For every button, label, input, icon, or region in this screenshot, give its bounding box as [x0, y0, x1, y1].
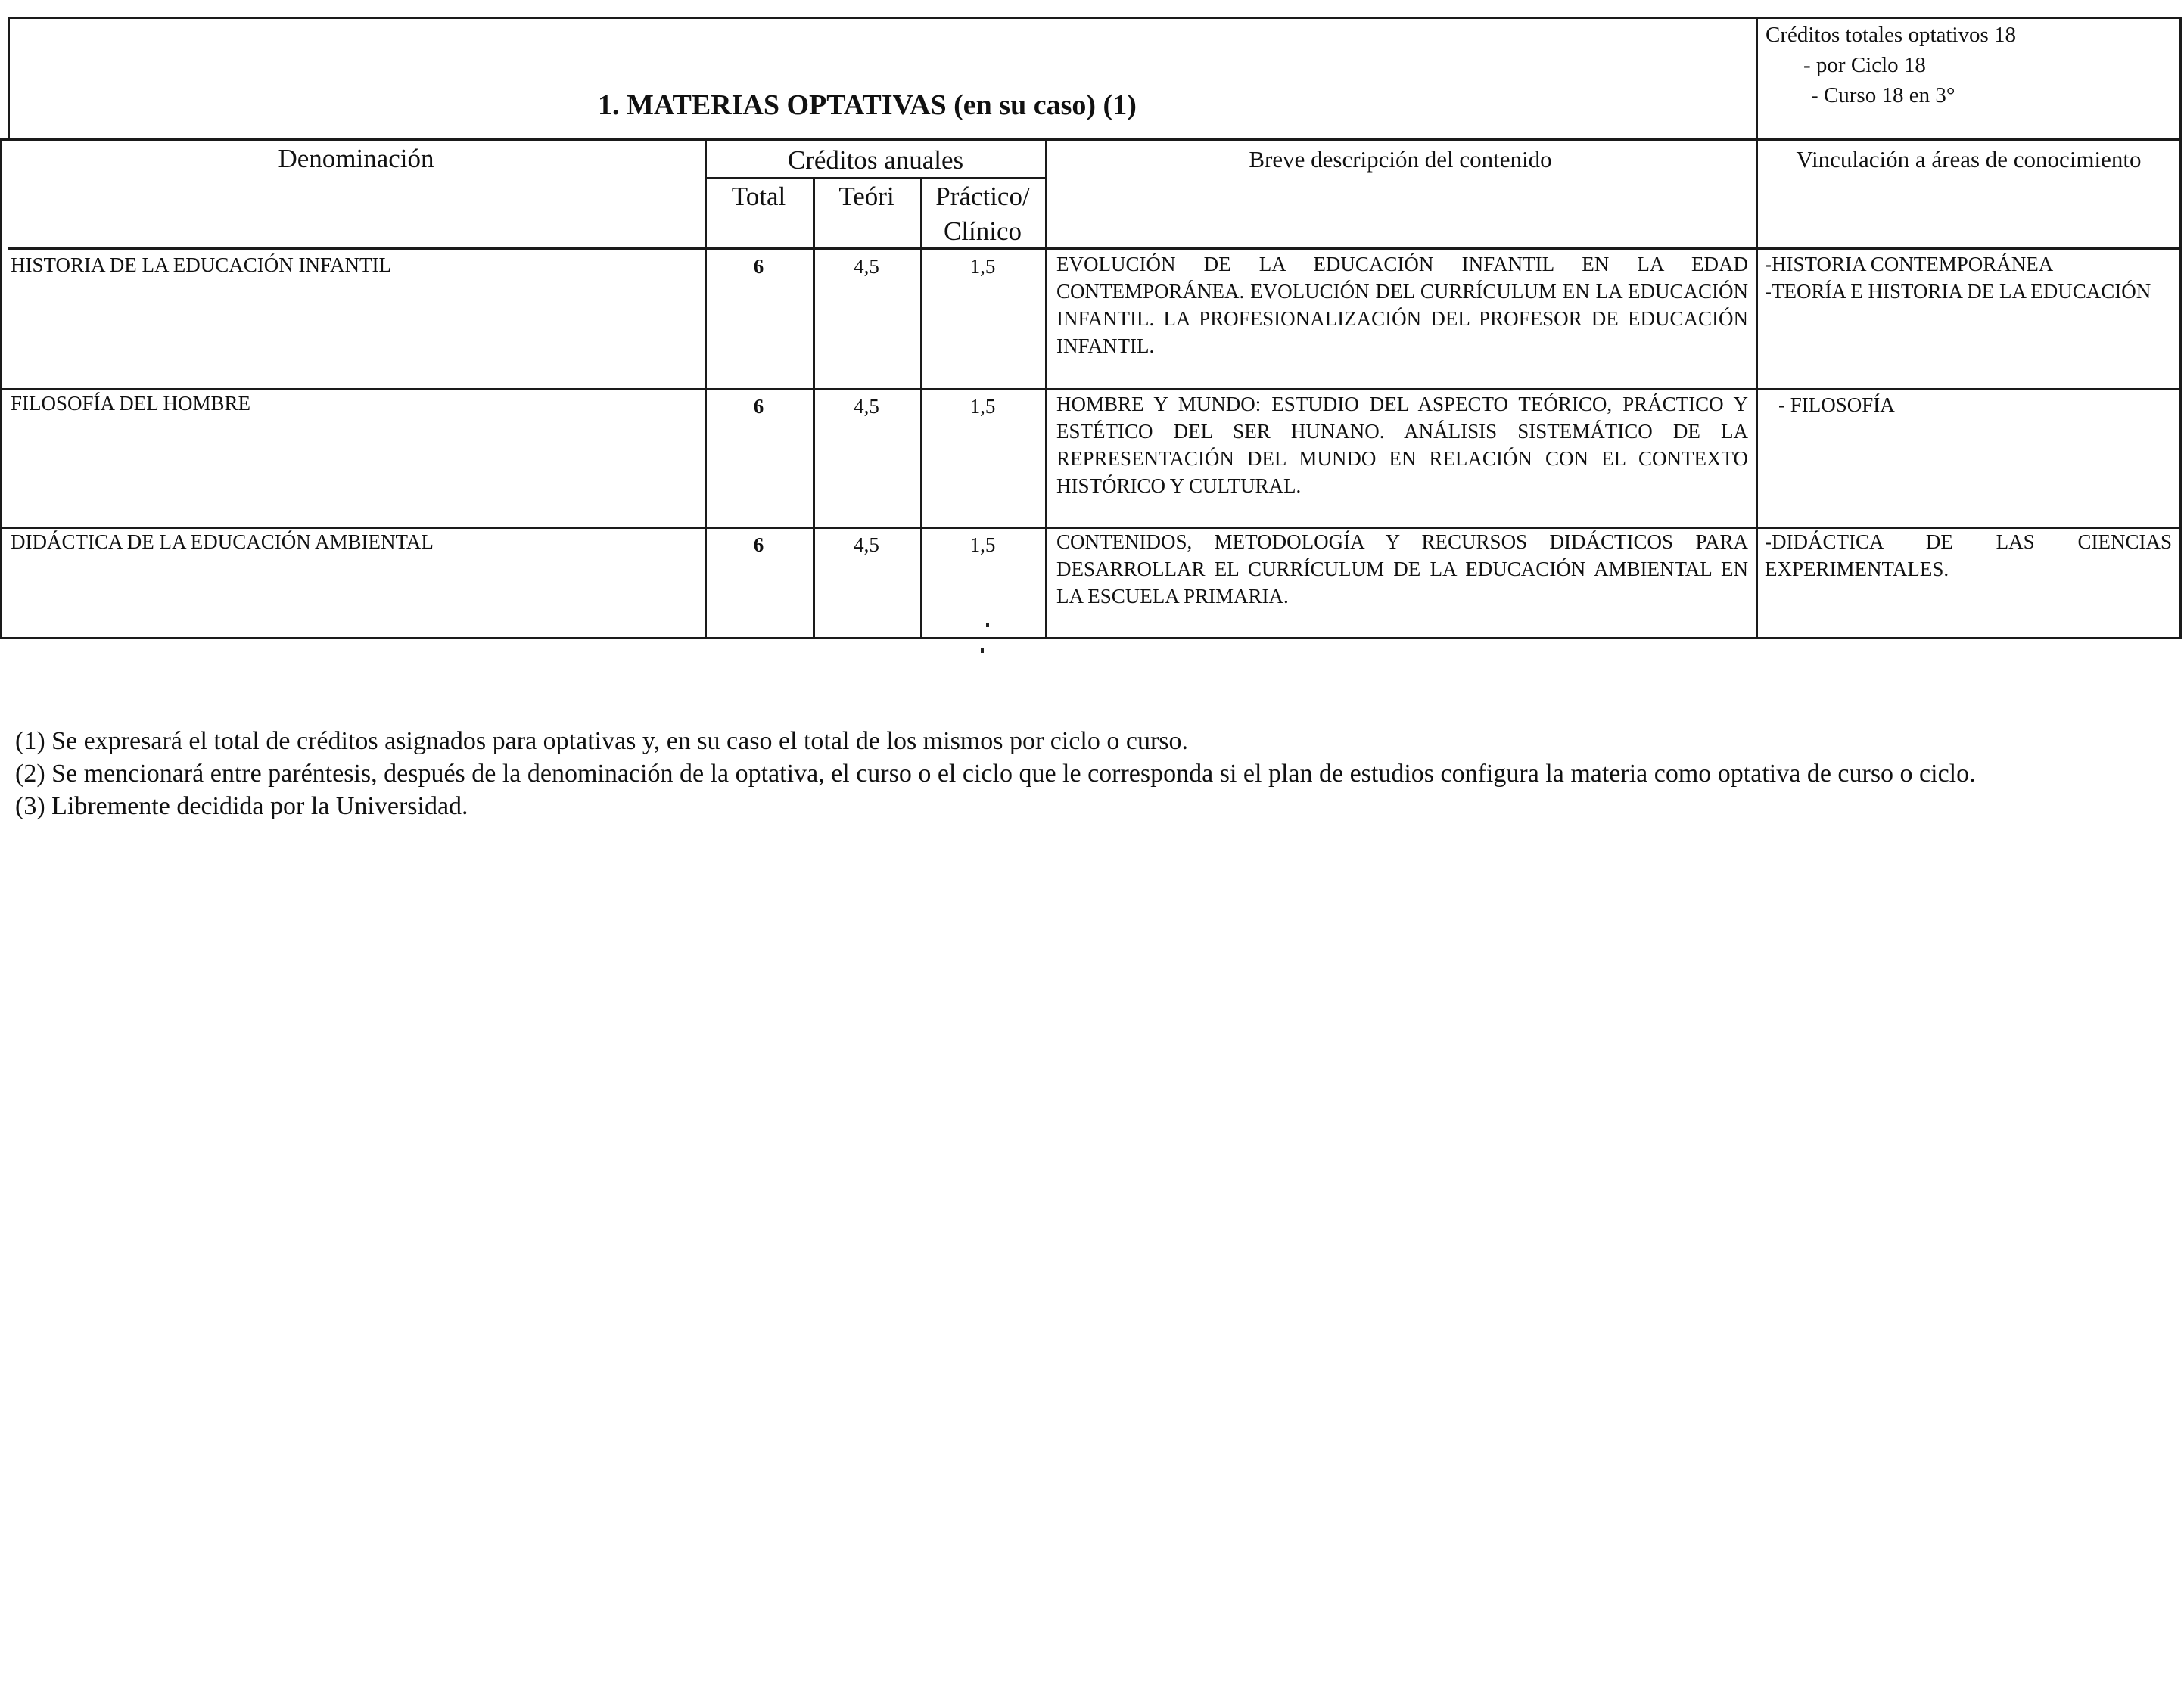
credits-por-ciclo: - por Ciclo 18	[1803, 53, 1926, 77]
col-header-descripcion: Breve descripción del contenido	[1249, 146, 1552, 173]
col-header-total: Total	[731, 182, 786, 211]
col-header-teori: Teóri	[838, 182, 894, 211]
footnotes	[15, 725, 2176, 822]
row-2-descripcion: HOMBRE Y MUNDO: ESTUDIO DEL ASPECTO TEÓRICO, PRÁCTICO Y ESTÉTICO DEL SER HUNANO. ANÁLISIS SISTEMÁTICO DE LA REPRESENTACIÓN DEL MUNDO EN RELACIÓN CON EL CONTEXTO HISTÓRICO Y CULTURAL.	[1056, 393, 1748, 497]
row-2-vinculacion: - FILOSOFÍA	[1778, 393, 1895, 416]
col-header-clinico: Clínico	[943, 216, 1022, 246]
creditos-subheader-line	[705, 177, 1047, 179]
scan-speck	[981, 648, 984, 653]
row-3-teori: 4,5	[854, 533, 879, 556]
footnote-2: (2) Se mencionará entre paréntesis, después de la denominación de la optativa, el curso o el ciclo que le corresponda si el plan de estudios configura la materia como optativa de curso o ciclo.	[15, 760, 1976, 788]
col-header-denominacion: Denominación	[278, 144, 434, 173]
col-header-practico: Práctico/	[935, 182, 1030, 211]
row-1-practico: 1,5	[969, 255, 996, 278]
row-2-teori: 4,5	[854, 395, 879, 418]
title-block	[8, 17, 1758, 141]
row-1-denominacion: HISTORIA DE LA EDUCACIÓN INFANTIL	[11, 253, 391, 276]
row-3-denominacion: DIDÁCTICA DE LA EDUCACIÓN AMBIENTAL	[11, 530, 434, 553]
scan-speck	[986, 623, 989, 627]
header-bottom-line	[8, 247, 2182, 250]
row-2-denominacion: FILOSOFÍA DEL HOMBRE	[11, 392, 251, 415]
credits-total-optativos: Créditos totales optativos 18	[1766, 23, 2017, 47]
row-3-vinculacion: -DIDÁCTICA DE LAS CIENCIAS EXPERIMENTALES.	[1765, 530, 2172, 580]
row-3-practico: 1,5	[969, 533, 996, 556]
col-header-vinculacion: Vinculación a áreas de conocimiento	[1796, 146, 2142, 173]
row-1-teori: 4,5	[854, 255, 879, 278]
col-header-creditos-anuales: Créditos anuales	[787, 145, 964, 175]
row-3-total: 6	[753, 533, 764, 556]
row-2-total: 6	[753, 395, 764, 418]
row-1-vinculacion: -HISTORIA CONTEMPORÁNEA -TEORÍA E HISTORIA DE LA EDUCACIÓN	[1765, 253, 2151, 303]
footnote-3: (3) Libremente decidida por la Universidad.	[15, 792, 468, 820]
row-1-total: 6	[753, 255, 764, 278]
row-2-practico: 1,5	[969, 395, 996, 418]
row-3-descripcion: CONTENIDOS, METODOLOGÍA Y RECURSOS DIDÁCTICOS PARA DESARROLLAR EL CURRÍCULUM DE LA EDUCACIÓN AMBIENTAL EN LA ESCUELA PRIMARIA.	[1056, 530, 1748, 608]
section-title: 1. MATERIAS OPTATIVAS (en su caso) (1)	[598, 89, 1137, 121]
row-1-descripcion: EVOLUCIÓN DE LA EDUCACIÓN INFANTIL EN LA EDAD CONTEMPORÁNEA. EVOLUCIÓN DEL CURRÍCULUM EN LA EDUCACIÓN INFANTIL. LA PROFESIONALIZACIÓN DEL PROFESOR DE EDUCACIÓN INFANTIL.	[1056, 253, 1748, 357]
footnote-1: (1) Se expresará el total de créditos asignados para optativas y, en su caso el total de los mismos por ciclo o curso.	[15, 727, 1189, 755]
credits-curso: - Curso 18 en 3°	[1811, 83, 1955, 107]
